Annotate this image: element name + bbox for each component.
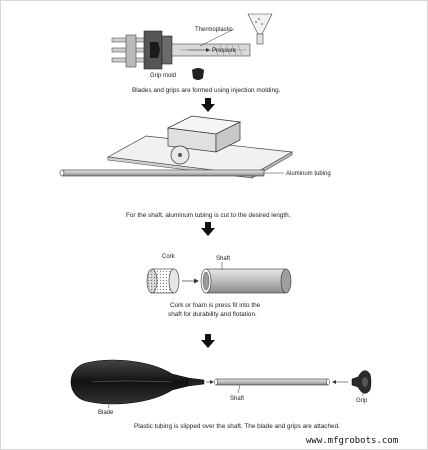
label-cork: Cork bbox=[162, 254, 175, 260]
paddle-blade bbox=[71, 360, 204, 404]
label-blade: Blade bbox=[98, 410, 114, 416]
press-fit-arrow bbox=[182, 279, 199, 284]
caption-step-3-line-2: shaft for durability and flotation. bbox=[168, 311, 257, 318]
caption-step-2: For the shaft, aluminum tubing is cut to the desired length. bbox=[126, 212, 291, 219]
down-arrow-icon bbox=[201, 222, 215, 236]
label-aluminum-tubing: Aluminum tubing bbox=[286, 171, 331, 177]
label-thermoplastic: Thermoplastic bbox=[195, 27, 233, 33]
cork-plug bbox=[147, 269, 179, 293]
aluminum-tubing bbox=[60, 170, 264, 176]
down-arrow-icon bbox=[201, 98, 215, 112]
down-arrow-icon bbox=[201, 334, 215, 348]
label-grip: Grip bbox=[356, 398, 368, 404]
assembled-shaft bbox=[215, 379, 330, 385]
injection-molding-machine bbox=[112, 14, 272, 80]
label-grip-mold: Grip mold bbox=[150, 73, 177, 79]
shaft-tube bbox=[201, 269, 291, 293]
watermark: www.mfgrobots.com bbox=[306, 436, 399, 446]
caption-step-4: Plastic tubing is slipped over the shaft. The blade and grips are attached. bbox=[134, 423, 340, 430]
label-pressure: Pressure bbox=[212, 48, 237, 54]
paddle-grip bbox=[352, 371, 371, 394]
caption-step-1: Blades and grips are formed using injection molding. bbox=[132, 87, 281, 94]
blade-to-shaft-arrow bbox=[206, 380, 214, 384]
caption-step-3-line-1: Cork or foam is press fit into the bbox=[170, 302, 261, 309]
grip-to-shaft-arrow bbox=[332, 380, 348, 384]
label-shaft: Shaft bbox=[216, 256, 231, 262]
label-shaft-assembly: Shaft bbox=[230, 396, 245, 402]
shaft-4-leader-line bbox=[238, 385, 240, 393]
